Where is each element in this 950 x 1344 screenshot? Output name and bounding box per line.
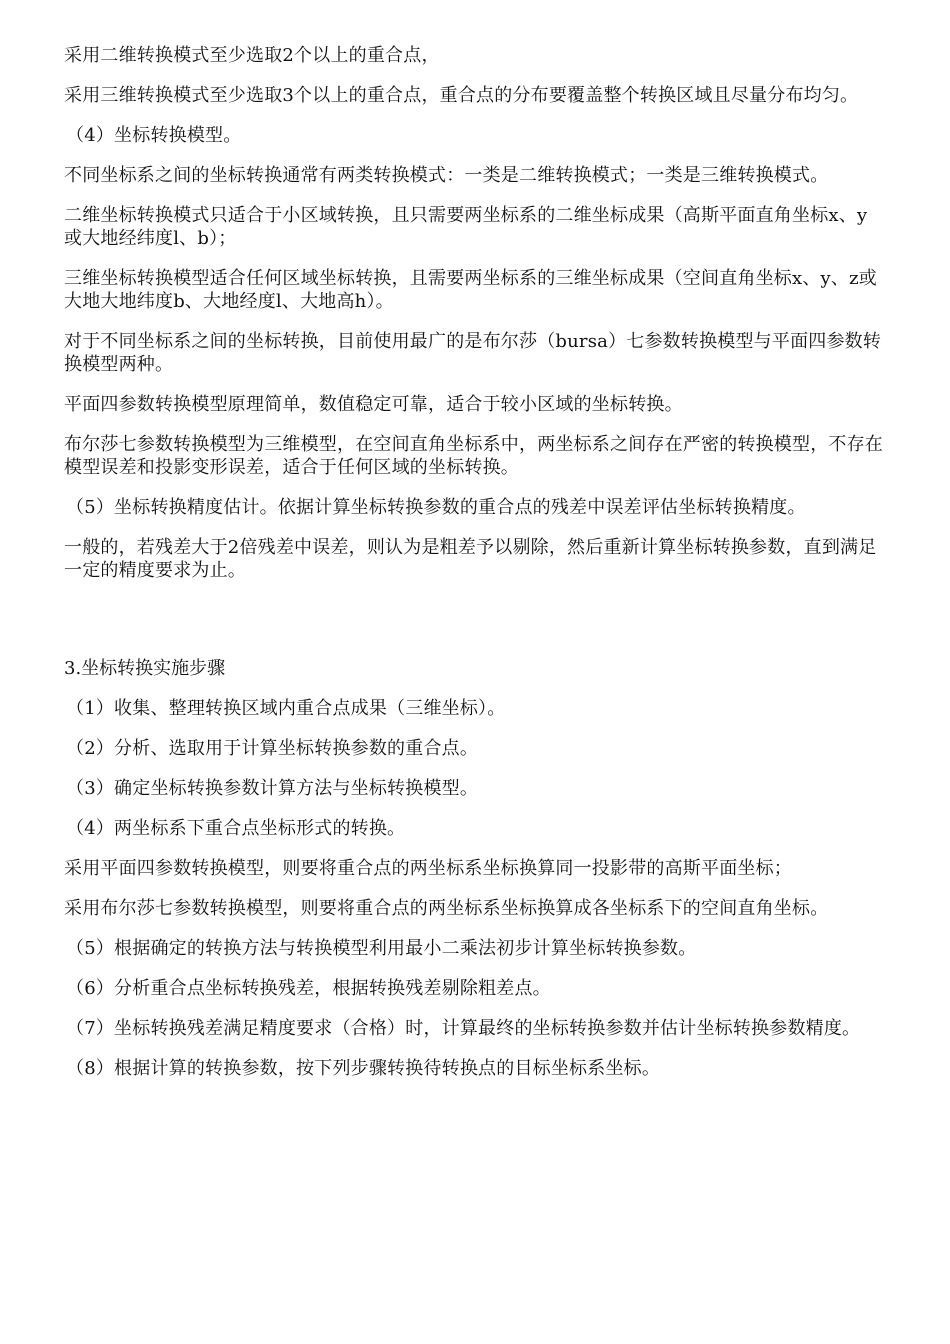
step-4-note-four-param: 采用平面四参数转换模型，则要将重合点的两坐标系坐标换算同一投影带的高斯平面坐标； <box>64 858 792 879</box>
heading-precision-estimate: （5）坐标转换精度估计。依据计算坐标转换参数的重合点的残差中误差评估坐标转换精度。 <box>66 497 806 518</box>
section-spacer <box>64 599 884 657</box>
step-4: （4）两坐标系下重合点坐标形式的转换。 <box>66 818 406 839</box>
paragraph-outlier-removal: 一般的，若残差大于2倍残差中误差，则认为是粗差予以剔除，然后重新计算坐标转换参数，直到满足一定的精度要求为止。 <box>64 537 877 581</box>
step-3: （3）确定坐标转换参数计算方法与坐标转换模型。 <box>66 778 479 799</box>
step-4-note-bursa: 采用布尔莎七参数转换模型，则要将重合点的两坐标系坐标换算成各坐标系下的空间直角坐标。 <box>64 898 829 919</box>
paragraph-bursa-model: 布尔莎七参数转换模型为三维模型，在空间直角坐标系中，两坐标系之间存在严密的转换模型，不存在模型误差和投影变形误差，适合于任何区域的坐标转换。 <box>64 434 883 478</box>
step-1: （1）收集、整理转换区域内重合点成果（三维坐标）。 <box>66 698 506 719</box>
step-5: （5）根据确定的转换方法与转换模型利用最小二乘法初步计算坐标转换参数。 <box>66 938 697 959</box>
step-2: （2）分析、选取用于计算坐标转换参数的重合点。 <box>66 738 479 759</box>
step-6: （6）分析重合点坐标转换残差，根据转换残差剔除粗差点。 <box>66 978 551 999</box>
section-title-implementation-steps: 3.坐标转换实施步骤 <box>64 658 226 679</box>
step-7: （7）坐标转换残差满足精度要求（合格）时，计算最终的坐标转换参数并估计坐标转换参数精度。 <box>66 1018 861 1039</box>
paragraph-2d-mode: 二维坐标转换模式只适合于小区域转换，且只需要两坐标系的二维坐标成果（高斯平面直角坐标x、y或大地经纬度l、b）； <box>64 205 868 249</box>
paragraph-2d-min-points: 采用二维转换模式至少选取2个以上的重合点， <box>64 45 440 66</box>
paragraph-two-transform-modes: 不同坐标系之间的坐标转换通常有两类转换模式：一类是二维转换模式；一类是三维转换模式。 <box>64 165 829 186</box>
document-page <box>64 44 884 1097</box>
paragraph-3d-mode: 三维坐标转换模型适合任何区域坐标转换，且需要两坐标系的三维坐标成果（空间直角坐标x、y、z或大地大地纬度b、大地经度l、大地高h）。 <box>64 268 877 312</box>
paragraph-common-models: 对于不同坐标系之间的坐标转换，目前使用最广的是布尔莎（bursa）七参数转换模型与平面四参数转换模型两种。 <box>64 331 882 375</box>
step-8: （8）根据计算的转换参数，按下列步骤转换待转换点的目标坐标系坐标。 <box>66 1058 661 1079</box>
paragraph-four-param-model: 平面四参数转换模型原理简单，数值稳定可靠，适合于较小区域的坐标转换。 <box>64 394 683 415</box>
heading-coordinate-transform-model: （4）坐标转换模型。 <box>66 125 242 146</box>
paragraph-3d-min-points: 采用三维转换模式至少选取3个以上的重合点，重合点的分布要覆盖整个转换区域且尽量分布均匀。 <box>64 85 859 106</box>
